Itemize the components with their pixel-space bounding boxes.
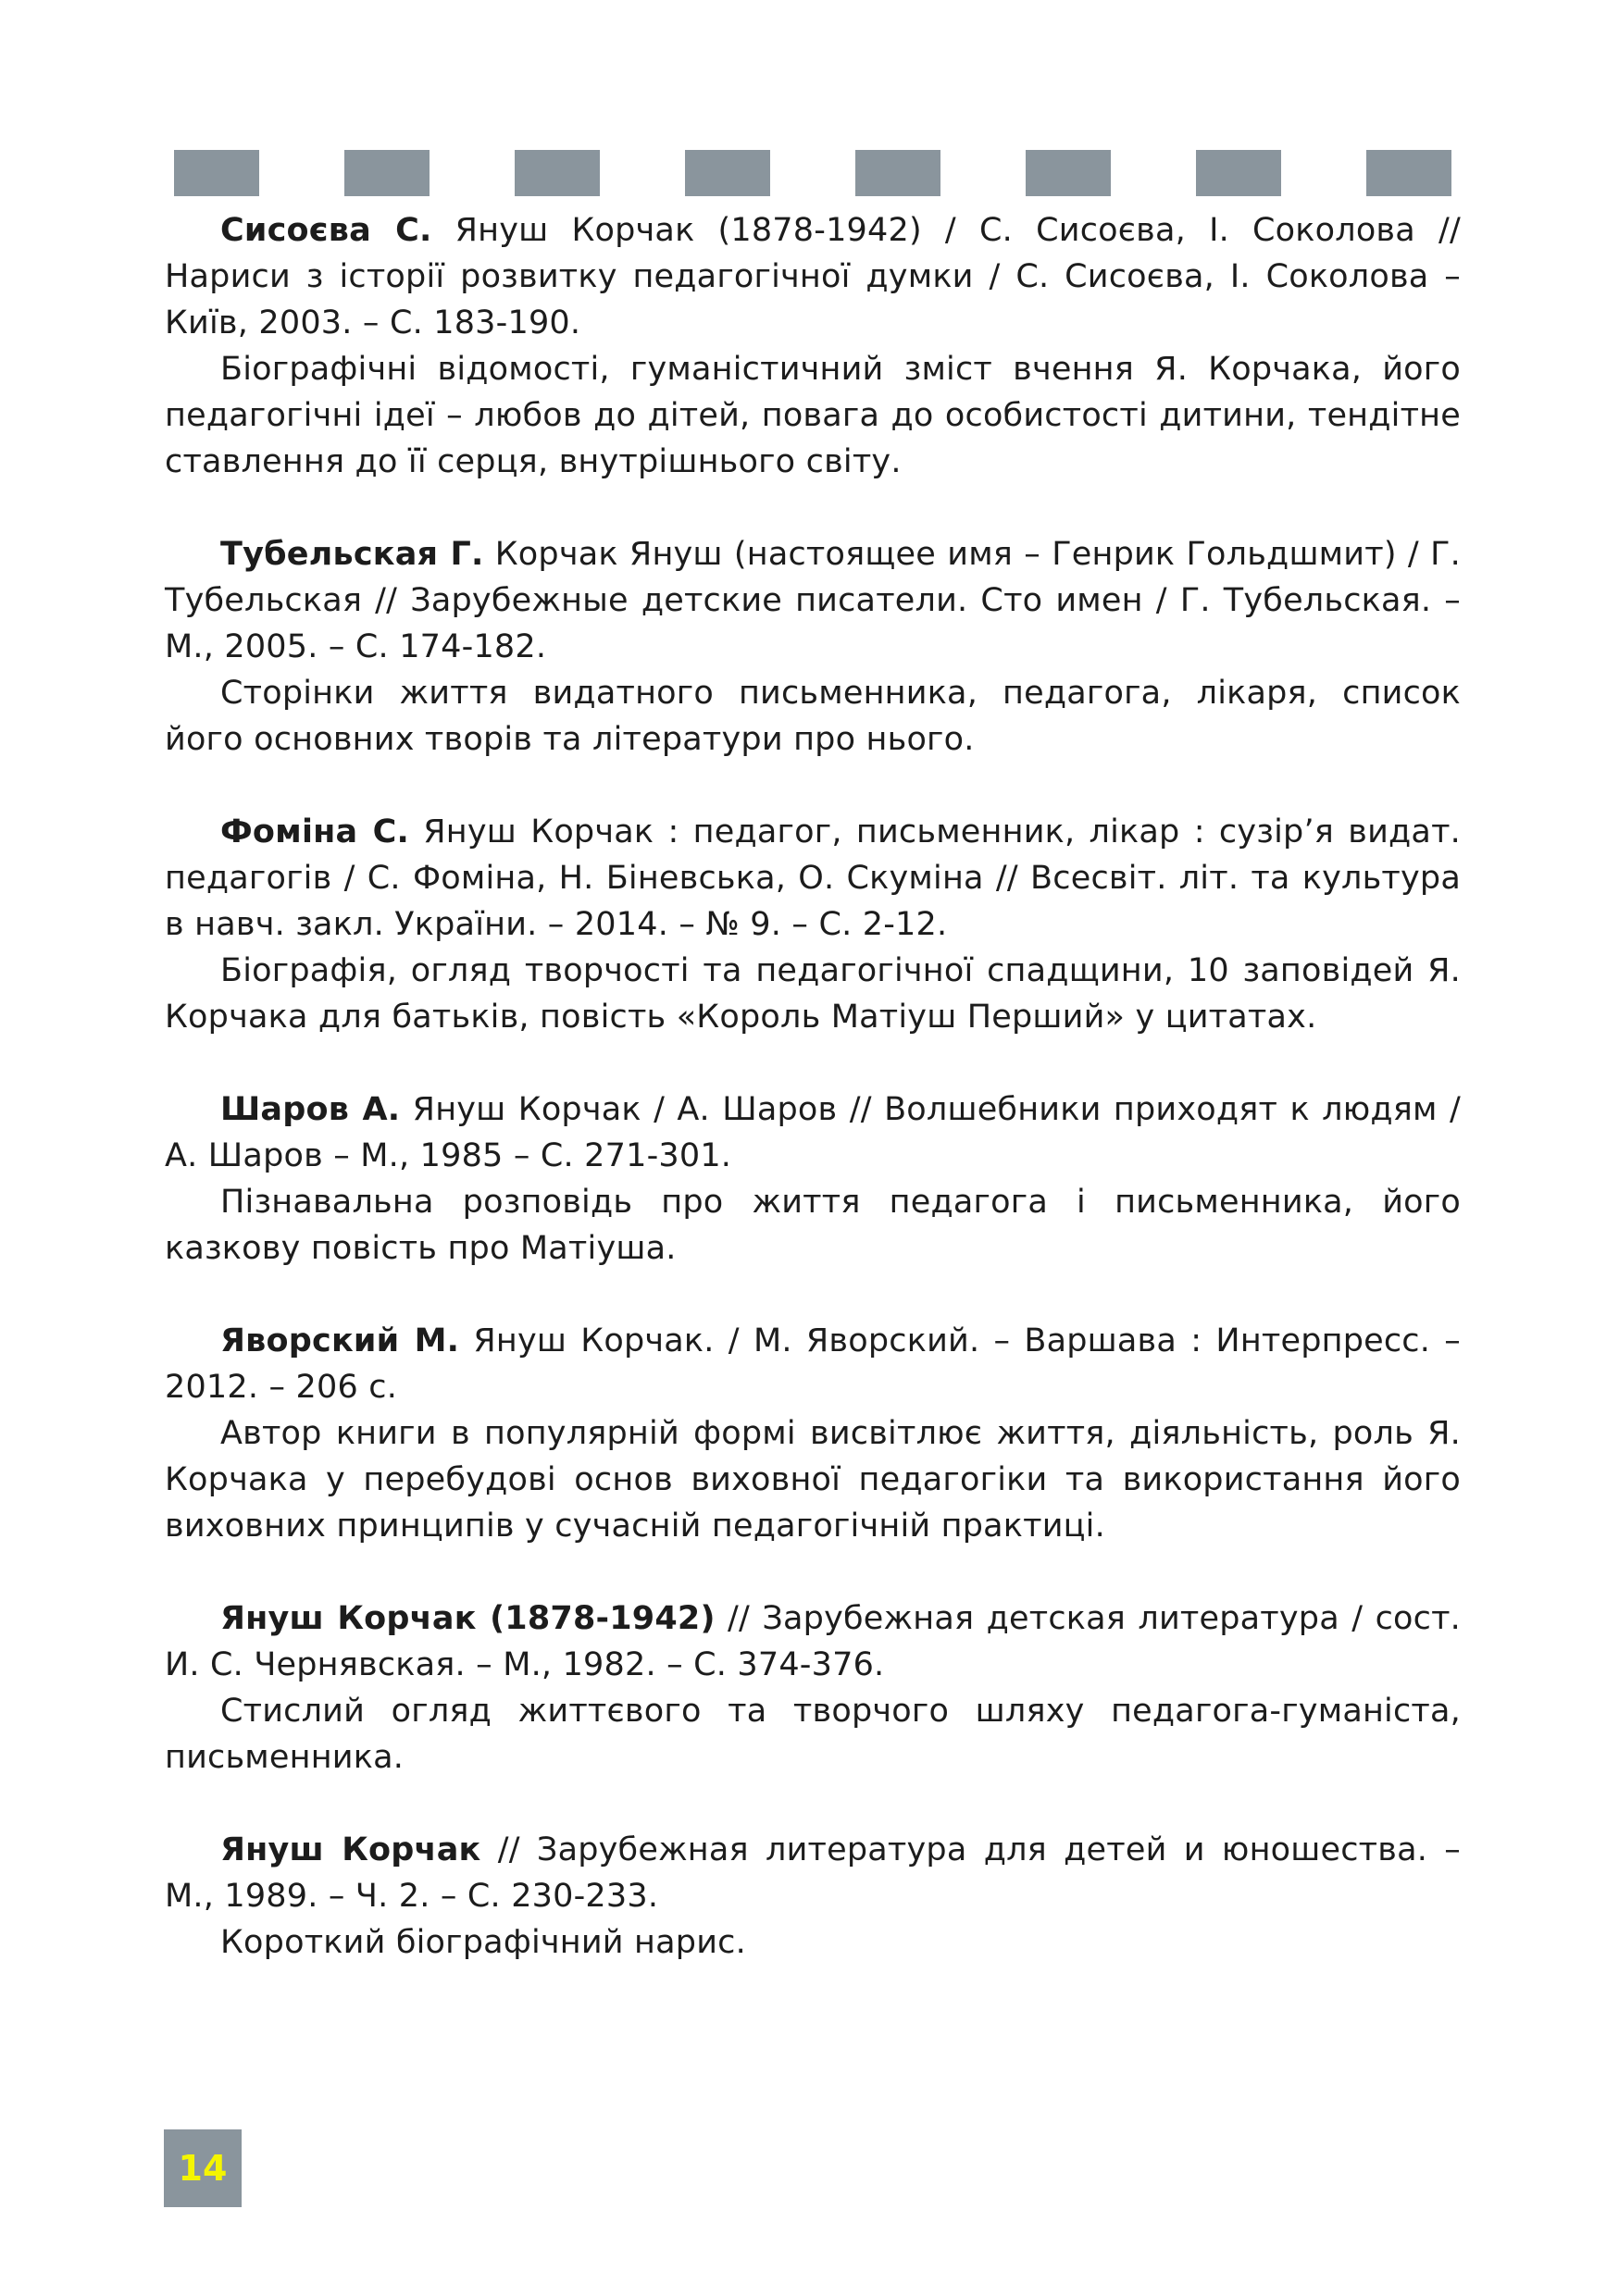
entry-citation-text: Януш Корчак : педагог, письменник, лікар : сузір’я видат. педагогів / С. Фоміна, Н. Біневська, О. Скуміна // Всесвіт. літ. та культура в навч. закл. України. – 2014. – № 9. – С. 2-12. [165, 813, 1461, 943]
entry-citation [165, 1318, 1461, 1410]
entry-author: Януш Корчак [220, 1831, 481, 1868]
entry-citation [165, 207, 1461, 346]
entry-citation-text: Корчак Януш (настоящее имя – Генрик Гольдшмит) / Г. Тубельская // Зарубежные детские писатели. Сто имен / Г. Тубельская. – М., 2005. – С. 174-182. [165, 536, 1462, 665]
entry-citation [165, 1827, 1461, 1919]
bibliography-entry [165, 1086, 1461, 1272]
bibliography-entry [165, 1827, 1461, 1966]
decorative-header-bar [174, 150, 1451, 196]
entry-annotation: Стислий огляд життєвого та творчого шляху педагога-гуманіста, письменника. [165, 1693, 1461, 1776]
entry-citation-text: Януш Корчак. / М. Яворский. – Варшава : Интерпресс. – 2012. – 206 с. [165, 1322, 1461, 1406]
entry-author: Тубельская Г. [220, 536, 484, 573]
entry-citation-text: Януш Корчак / А. Шаров // Волшебники приходят к людям / А. Шаров – М., 1985 – С. 271-301. [165, 1091, 1461, 1174]
entry-annotation: Короткий біографічний нарис. [220, 1924, 746, 1961]
entry-annotation: Пізнавальна розповідь про життя педагога і письменника, його казкову повість про Матіуша. [165, 1184, 1461, 1267]
entry-citation-text: Януш Корчак (1878-1942) / С. Сисоєва, І. Соколова // Нариси з історії розвитку педагогічної думки / С. Сисоєва, І. Соколова – Київ, 2003. – С. 183-190. [165, 212, 1462, 341]
entry-annotation: Автор книги в популярній формі висвітлює життя, діяльність, роль Я. Корчака у перебудові основ виховної педагогіки та використання його виховних принципів у сучасній педагогічній практиці. [165, 1415, 1461, 1545]
entry-annotation: Біографія, огляд творчості та педагогічної спадщини, 10 заповідей Я. Корчака для батьків, повість «Король Матіуш Перший» у цитатах. [165, 952, 1461, 1036]
bibliography-entry [165, 1318, 1461, 1549]
bibliography-entry [165, 207, 1461, 485]
entry-citation [165, 1595, 1461, 1688]
entry-annotation: Сторінки життя видатного письменника, педагога, лікаря, список його основних творів та літератури про нього. [165, 675, 1461, 758]
entry-citation [165, 1086, 1461, 1179]
bibliography-entry [165, 1595, 1461, 1781]
entry-citation-text: // Зарубежная детская литература / сост. И. С. Чернявская. – М., 1982. – С. 374-376. [165, 1600, 1461, 1683]
bibliography-entry [165, 531, 1461, 763]
entry-author: Сисоєва С. [220, 212, 432, 249]
entry-citation [165, 809, 1461, 948]
entry-citation-text: // Зарубежная литература для детей и юношества. – М., 1989. – Ч. 2. – С. 230-233. [165, 1831, 1461, 1915]
bibliography-entry [165, 809, 1461, 1040]
entry-author: Яворский М. [220, 1322, 460, 1359]
entry-author: Фоміна С. [220, 813, 410, 850]
entry-author: Шаров А. [220, 1091, 401, 1128]
entry-annotation: Біографічні відомості, гуманістичний зміст вчення Я. Корчака, його педагогічні ідеї – любов до дітей, повага до особистості дитини, тендітне ставлення до її серця, внутрішнього світу. [165, 351, 1461, 480]
entry-author: Януш Корчак (1878-1942) [220, 1600, 716, 1637]
bibliography-list [165, 207, 1461, 2012]
entry-citation [165, 531, 1461, 670]
page-number: 14 [164, 2129, 242, 2207]
